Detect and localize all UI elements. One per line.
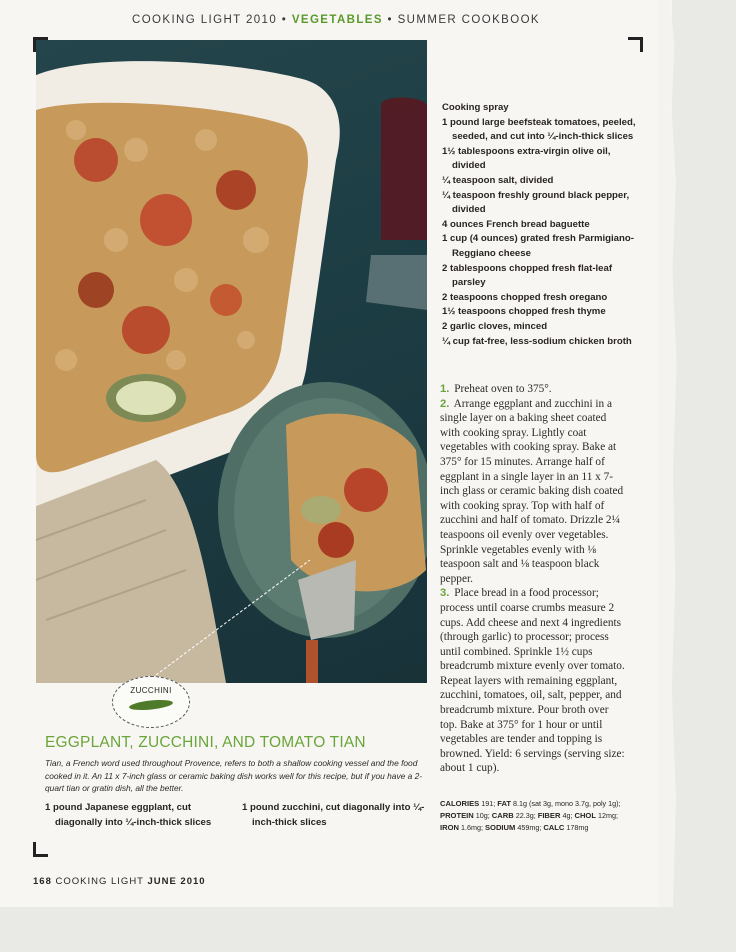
footer-publication: COOKING LIGHT: [55, 876, 144, 887]
zucchini-icon: [126, 698, 176, 712]
ingredient-item: 1 pound Japanese eggplant, cut diagonally into ¼-inch-thick slices: [45, 802, 212, 828]
recipe-intro: Tian, a French word used throughout Provence, refers to both a shallow cooking vessel and the food cooked in it. An 11 x 7-inch glass or ceramic baking dish works well for this recipe, but if you have a 2-quart tian or gratin dish, all the better.: [45, 758, 423, 793]
ingredient-column-right: [242, 800, 432, 830]
zucchini-callout-label: ZUCCHINI: [130, 686, 172, 695]
ingredient-item: 1½ tablespoons extra-virgin olive oil, divided: [442, 145, 611, 172]
step-number: 3.: [440, 587, 450, 600]
nutrition-line: [440, 822, 640, 834]
nutrient-label: CALORIES: [440, 799, 480, 808]
nutrient-label: SODIUM: [484, 823, 516, 832]
nutrient-value: 178mg: [566, 823, 589, 832]
crop-mark: [33, 842, 48, 857]
ingredient-item: 1 pound large beefsteak tomatoes, peeled, seeded, and cut into ¼-inch-thick slices: [442, 116, 636, 143]
ingredient-column-left: [45, 800, 235, 830]
step-text: Place bread in a food processor; process until coarse crumbs measure 2 cups. Add cheese and next 4 ingredients (through garlic) to processor; process until combined. Sprinkle 1½ cups breadcrumb mixture evenly over tomato. Repeat layers with remaining eggplant, zucchini, tomatoes, oil, salt, pepper, and breadcrumb mixture. Pour broth over top. Bake at 375° for 1 hour or until vegetables are tender and topping is browned. Yield: 6 servings (serving size: about 1 cup).: [440, 587, 625, 775]
nutrition-facts: [440, 798, 640, 834]
instruction-step: [440, 397, 626, 587]
nutrient-label: IRON: [440, 823, 459, 832]
ingredient-item: ¼ cup fat-free, less-sodium chicken broth: [442, 335, 632, 347]
ingredient-item: 2 teaspoons chopped fresh oregano: [442, 291, 608, 303]
nutrient-label: FAT: [497, 799, 512, 808]
nutrient-value: 12mg;: [597, 811, 618, 820]
ingredient-item: Cooking spray: [442, 102, 509, 113]
callout-leader-line: [150, 540, 330, 680]
header-right: SUMMER COOKBOOK: [397, 14, 540, 26]
instructions: [440, 382, 626, 776]
nutrient-value: 4g;: [562, 811, 573, 820]
ingredient-item: 1½ teaspoons chopped fresh thyme: [442, 306, 606, 318]
step-text: Arrange eggplant and zucchini in a single layer on a baking sheet coated with cooking spray. Lightly coat vegetables with cooking spray. Bake at 375° for 15 minutes. Arrange half of eggplant in a single layer in an 11 x 7-inch glass or ceramic baking dish coated with cooking spray. Top with half of zucchini and half of tomato. Drizzle 2¼ teaspoons oil evenly over vegetables. Sprinkle vegetables evenly with ⅛ teaspoon salt and ⅛ teaspoon black pepper.: [440, 397, 624, 585]
torn-edge: [658, 0, 688, 907]
crop-mark: [628, 37, 643, 52]
step-text: Preheat oven to 375°.: [454, 383, 552, 395]
nutrient-value: 10g;: [475, 811, 490, 820]
zucchini-callout: [112, 676, 190, 728]
ingredient-item: 2 garlic cloves, minced: [442, 320, 548, 332]
nutrient-label: CHOL: [574, 811, 596, 820]
nutrient-label: CARB: [491, 811, 514, 820]
ingredient-item: ¼ teaspoon salt, divided: [442, 174, 554, 186]
nutrient-value: 1.6mg;: [460, 823, 483, 832]
ingredient-item: 4 ounces French bread baguette: [442, 218, 590, 230]
instruction-step: [440, 382, 626, 397]
nutrition-line: [440, 798, 640, 810]
step-number: 1.: [440, 383, 450, 395]
nutrient-label: CALC: [543, 823, 565, 832]
header-section: VEGETABLES: [291, 14, 383, 26]
ingredient-item: ¼ teaspoon freshly ground black pepper, divided: [442, 189, 630, 216]
footer-date: JUNE 2010: [147, 876, 206, 887]
ingredient-item: 1 pound zucchini, cut diagonally into ¼-inch-thick slices: [242, 802, 425, 828]
nutrient-label: FIBER: [537, 811, 561, 820]
header-separator: •: [281, 14, 288, 26]
ingredient-list: [442, 101, 642, 349]
nutrient-value: 22.3g;: [515, 811, 536, 820]
running-header: [0, 14, 672, 26]
nutrient-label: PROTEIN: [440, 811, 474, 820]
ingredient-item: 1 cup (4 ounces) grated fresh Parmigiano-Reggiano cheese: [442, 233, 634, 259]
nutrient-value: 8.1g (sat 3g, mono 3.7g, poly 1g);: [513, 799, 621, 808]
nutrient-value: 191;: [481, 799, 496, 808]
nutrient-value: 459mg;: [517, 823, 542, 832]
page-footer: [33, 876, 206, 887]
header-left: COOKING LIGHT 2010: [132, 14, 278, 26]
instruction-step: [440, 586, 626, 776]
recipe-title: EGGPLANT, ZUCCHINI, AND TOMATO TIAN: [45, 734, 366, 751]
header-separator: •: [387, 14, 393, 26]
page-number: 168: [33, 876, 52, 887]
step-number: 2.: [440, 397, 450, 410]
ingredient-item: 2 tablespoons chopped fresh flat-leaf parsley: [442, 262, 613, 289]
nutrition-line: [440, 810, 640, 822]
